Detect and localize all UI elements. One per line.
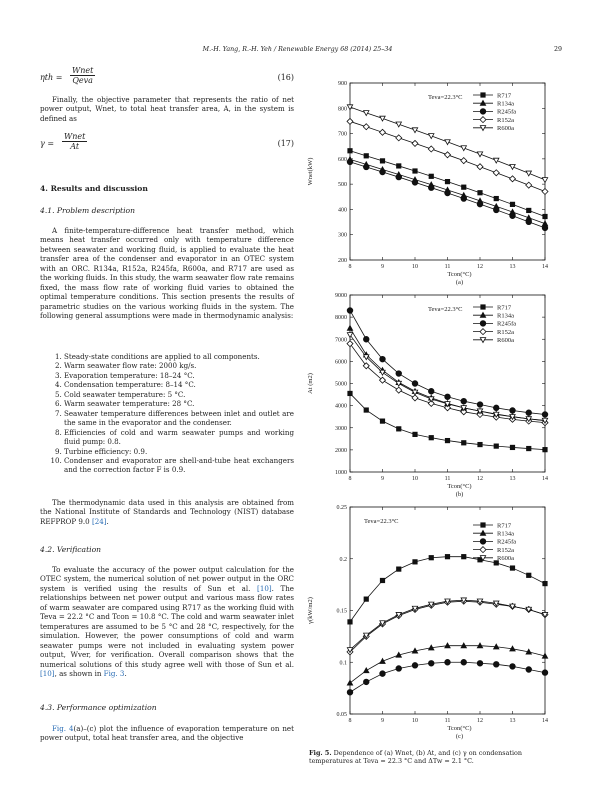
legend-marker-r717 xyxy=(481,523,485,527)
data-point-r717 xyxy=(413,432,417,436)
y-tick-label: 7000 xyxy=(335,337,347,344)
data-point-r245fa xyxy=(412,381,418,387)
assumption-item: 6. Warm seawater temperature: 28 °C. xyxy=(64,399,294,408)
y-tick-label: 600 xyxy=(338,156,347,163)
data-point-r152a xyxy=(526,182,532,188)
data-point-r600a xyxy=(526,171,531,176)
x-tick-label: 13 xyxy=(509,476,516,482)
eq16-lhs: ηth = xyxy=(40,73,63,82)
legend-label: R152a xyxy=(497,546,514,554)
eq17-number: (17) xyxy=(277,139,294,148)
legend-label: R245fa xyxy=(497,108,517,116)
data-point-r717 xyxy=(478,191,482,195)
y-tick-label: 2000 xyxy=(335,447,347,454)
legend-marker-r717 xyxy=(481,93,485,97)
data-point-r717 xyxy=(364,408,368,412)
running-header-text: M.-H. Yang, R.-H. Yeh / Renewable Energy 68 (2014) 25–34 xyxy=(202,46,393,53)
paragraph-data-source xyxy=(40,498,294,526)
panel-label: (a) xyxy=(455,279,464,286)
y-tick-label: 800 xyxy=(338,106,347,113)
data-point-r245fa xyxy=(347,159,353,165)
data-point-r717 xyxy=(429,174,433,178)
data-point-r717 xyxy=(413,169,417,173)
data-point-r245fa xyxy=(445,659,451,665)
data-source-text xyxy=(40,498,294,526)
data-point-r134a xyxy=(347,325,352,330)
data-point-r134a xyxy=(380,659,385,664)
y-tick-label: 0.05 xyxy=(336,712,347,718)
subsection-heading-4-2: 4.2. Verification xyxy=(40,545,102,554)
data-point-r152a xyxy=(510,176,516,182)
y-tick-label: 5000 xyxy=(335,381,347,388)
paragraph-verification xyxy=(40,565,294,678)
data-point-r600a xyxy=(380,116,385,121)
eq17-fraction xyxy=(62,132,87,151)
x-tick-label: 11 xyxy=(444,264,451,270)
y-tick-label: 900 xyxy=(338,81,347,87)
y-tick-label: 0.15 xyxy=(336,608,347,615)
data-point-r717 xyxy=(429,556,433,560)
data-point-r600a xyxy=(412,128,417,133)
legend-marker-r245fa xyxy=(480,321,486,327)
x-tick-label: 14 xyxy=(542,264,548,270)
data-point-r245fa xyxy=(412,663,418,669)
data-point-r717 xyxy=(462,185,466,189)
ref-10-link-1[interactable]: [10] xyxy=(257,583,272,593)
eq17-denominator: At xyxy=(70,142,80,151)
y-tick-label: 0.2 xyxy=(339,556,347,563)
data-point-r245fa xyxy=(477,660,483,666)
y-axis-label: γ(kW/m2) xyxy=(307,597,314,624)
data-point-r134a xyxy=(347,680,352,685)
performance-text xyxy=(40,724,294,743)
data-point-r717 xyxy=(413,560,417,564)
x-tick-label: 10 xyxy=(412,718,418,724)
x-tick-label: 14 xyxy=(542,718,548,724)
legend-label: R717 xyxy=(497,92,512,100)
data-point-r245fa xyxy=(428,185,434,191)
data-point-r717 xyxy=(397,427,401,431)
data-point-r717 xyxy=(348,620,352,624)
verification-a: To evaluate the accuracy of the power output calculation for the OTEC system, the numerical solution of net power output in the ORC system is verified using the results of Sun et al. xyxy=(40,565,294,593)
data-point-r245fa xyxy=(510,213,516,219)
eq17-lhs: γ = xyxy=(40,139,55,148)
x-tick-label: 13 xyxy=(509,718,516,724)
data-point-r152a xyxy=(477,164,483,170)
x-tick-label: 14 xyxy=(542,476,548,482)
data-point-r600a xyxy=(494,158,499,163)
y-tick-label: 200 xyxy=(338,258,347,264)
chart-a xyxy=(300,73,560,288)
assumption-item: 4. Condensation temperature: 8–14 °C. xyxy=(64,380,294,389)
subsection-heading-4-1: 4.1. Problem description xyxy=(40,206,135,215)
data-point-r245fa xyxy=(542,670,548,676)
data-source-end: . xyxy=(106,516,109,526)
data-point-r245fa xyxy=(412,180,418,186)
legend-marker-r717 xyxy=(481,305,485,309)
data-point-r600a xyxy=(510,164,515,169)
series-line-r245fa xyxy=(350,662,545,692)
assumption-item: 5. Cold seawater temperature: 5 °C. xyxy=(64,390,294,399)
data-point-r717 xyxy=(527,573,531,577)
data-point-r245fa xyxy=(363,336,369,342)
data-point-r717 xyxy=(380,578,384,582)
eq16-denominator: Qeva xyxy=(72,76,93,85)
legend-marker-r152a xyxy=(480,117,486,123)
x-tick-label: 8 xyxy=(348,264,352,270)
data-point-r717 xyxy=(429,436,433,440)
running-header xyxy=(0,46,595,53)
data-point-r600a xyxy=(477,152,482,157)
x-tick-label: 13 xyxy=(509,264,516,270)
data-point-r245fa xyxy=(461,398,467,404)
data-point-r600a xyxy=(461,146,466,151)
y-tick-label: 4000 xyxy=(335,403,347,410)
x-tick-label: 9 xyxy=(381,718,384,724)
verification-text xyxy=(40,565,294,678)
data-point-r245fa xyxy=(380,671,386,677)
x-tick-label: 8 xyxy=(348,718,352,724)
y-tick-label: 1000 xyxy=(335,470,347,476)
legend-label: R134a xyxy=(497,530,514,538)
data-point-r245fa xyxy=(396,666,402,672)
equation-16 xyxy=(40,66,294,88)
y-tick-label: 400 xyxy=(338,207,347,214)
data-point-r245fa xyxy=(461,659,467,665)
objective-text: Finally, the objective parameter that represents the ratio of net power output, Wnet, to total heat transfer area, A, in the system is defined as xyxy=(40,95,294,123)
legend-label: R717 xyxy=(497,304,512,312)
data-point-r717 xyxy=(445,554,449,558)
data-point-r245fa xyxy=(363,164,369,170)
chart-annotation: Teva=22.3°C xyxy=(428,94,463,101)
data-point-r245fa xyxy=(477,201,483,207)
data-point-r152a xyxy=(380,129,386,135)
data-point-r245fa xyxy=(428,388,434,394)
data-point-r152a xyxy=(461,158,467,164)
data-point-r245fa xyxy=(493,207,499,213)
paragraph-problem-description xyxy=(40,226,294,321)
data-point-r717 xyxy=(364,154,368,158)
legend-label: R600a xyxy=(497,337,514,345)
x-axis-label: Tcon(°C) xyxy=(447,483,472,490)
data-point-r717 xyxy=(445,438,449,442)
y-tick-label: 8000 xyxy=(335,315,347,322)
subsection-heading-4-3: 4.3. Performance optimization xyxy=(40,703,157,712)
data-point-r717 xyxy=(397,164,401,168)
data-point-r152a xyxy=(396,387,402,393)
data-point-r717 xyxy=(364,597,368,601)
x-tick-label: 9 xyxy=(381,264,384,270)
data-point-r245fa xyxy=(445,394,451,400)
x-axis-label: Tcon(°C) xyxy=(447,725,472,732)
y-tick-label: 9000 xyxy=(335,293,347,299)
eq16-number: (16) xyxy=(277,73,294,82)
paragraph-objective xyxy=(40,95,294,123)
data-point-r245fa xyxy=(510,664,516,670)
eq16-numerator: Wnet xyxy=(72,66,94,75)
data-point-r600a xyxy=(429,134,434,139)
verification-d: . xyxy=(124,668,127,678)
data-point-r245fa xyxy=(428,660,434,666)
data-point-r717 xyxy=(543,581,547,585)
problem-description-text: A finite-temperature-difference heat transfer method, which means heat transfer occurred only with temperature difference between seawater and working fluid, is applied to evaluate the heat transfer area of the condenser and evaporator in an OTEC system with an ORC. R134a, R152a, R245fa, R600a, and R717 are used as the working fluids. In this study, the warm seawater flow rate remains fixed, the mass flow rate of working fluid varies to obtained the optimal temperature conditions. This section presents the results of parametric studies on the various working fluids in the system. The following general assumptions were made in thermodynamic analysis: xyxy=(40,226,294,321)
data-point-r600a xyxy=(542,178,547,183)
assumption-item: 8. Efficiencies of cold and warm seawater pumps and working fluid pump: 0.8. xyxy=(64,428,294,447)
assumption-item: 10. Condenser and evaporator are shell-and-tube heat exchangers and the correction factor F is 0.9. xyxy=(64,456,294,475)
data-point-r717 xyxy=(527,208,531,212)
x-tick-label: 11 xyxy=(444,718,451,724)
data-point-r717 xyxy=(510,202,514,206)
data-point-r717 xyxy=(543,214,547,218)
legend-label: R717 xyxy=(497,522,512,530)
data-point-r717 xyxy=(543,447,547,451)
equation-17 xyxy=(40,132,294,154)
data-point-r600a xyxy=(445,140,450,145)
legend-label: R152a xyxy=(497,328,514,336)
data-source-body: The thermodynamic data used in this analysis are obtained from the National Institute of Standards and Technology (NIST) database REFPROP 9.0 xyxy=(40,498,294,526)
fig-3-link[interactable]: Fig. 3 xyxy=(103,668,125,678)
data-point-r245fa xyxy=(510,408,516,414)
ref-24-link[interactable]: [24] xyxy=(91,516,107,526)
data-point-r152a xyxy=(347,341,353,347)
legend-label: R152a xyxy=(497,116,514,124)
data-point-r717 xyxy=(494,444,498,448)
eq17-numerator: Wnet xyxy=(64,132,86,141)
data-point-r600a xyxy=(347,105,352,110)
verification-b: . The relationships between net power output and various mass flow rates of warm seawater are compared using R717 as the working fluid with Teva = 22.2 °C and Tcon = 10.8 °C. The cold and warm seawater inlet temperatures are assumed to be 5 °C and 28 °C, respectively, for the simulation. However, the power consumptions of cold and warm seawater pumps were not included in evaluating system power output, Wver, for verification. Overall comparison shows that the numerical solutions of this study agree well with those of Sun et al. xyxy=(40,583,294,669)
data-point-r717 xyxy=(527,446,531,450)
data-point-r717 xyxy=(445,179,449,183)
data-point-r152a xyxy=(396,135,402,141)
y-tick-label: 700 xyxy=(338,131,347,138)
y-tick-label: 0.25 xyxy=(336,505,347,511)
assumption-item: 7. Seawater temperature differences between inlet and outlet are the same in the evaporator and the condenser. xyxy=(64,409,294,428)
data-point-r152a xyxy=(428,146,434,152)
verification-c: , as shown in xyxy=(54,668,104,678)
x-tick-label: 9 xyxy=(381,476,384,482)
data-point-r152a xyxy=(347,118,353,124)
data-point-r245fa xyxy=(380,169,386,175)
panel-label: (c) xyxy=(455,733,464,740)
x-tick-label: 12 xyxy=(477,264,483,270)
chart-annotation: Teva=22.3°C xyxy=(364,518,399,525)
y-axis-label: At (m2) xyxy=(307,373,314,394)
chart-annotation: Teva=22.3°C xyxy=(428,306,463,313)
y-tick-label: 500 xyxy=(338,182,347,189)
data-point-r717 xyxy=(478,442,482,446)
data-point-r152a xyxy=(412,140,418,146)
data-point-r717 xyxy=(380,159,384,163)
legend-marker-r245fa xyxy=(480,109,486,115)
data-point-r245fa xyxy=(445,190,451,196)
data-point-r245fa xyxy=(347,689,353,695)
data-point-r134a xyxy=(364,668,369,673)
data-point-r717 xyxy=(380,419,384,423)
ref-10-link-2[interactable]: [10] xyxy=(40,668,55,678)
assumption-item: 1. Steady-state conditions are applied to all components. xyxy=(64,352,294,361)
data-point-r245fa xyxy=(526,667,532,673)
legend-label: R134a xyxy=(497,312,514,320)
legend-label: R245fa xyxy=(497,538,517,546)
page-number: 29 xyxy=(553,46,562,53)
section-heading-4: 4. Results and discussion xyxy=(40,184,148,193)
data-point-r245fa xyxy=(347,308,353,314)
y-tick-label: 3000 xyxy=(335,425,347,432)
assumption-item: 3. Evaporation temperature: 18–24 °C. xyxy=(64,371,294,380)
data-point-r717 xyxy=(462,554,466,558)
x-tick-label: 11 xyxy=(444,476,451,482)
data-point-r717 xyxy=(494,196,498,200)
legend-label: R600a xyxy=(497,555,514,563)
x-tick-label: 10 xyxy=(412,264,418,270)
figure-caption xyxy=(309,749,563,765)
data-point-r245fa xyxy=(526,410,532,416)
data-point-r245fa xyxy=(493,662,499,668)
data-point-r152a xyxy=(542,188,548,194)
eq16-fraction xyxy=(70,66,95,85)
y-tick-label: 300 xyxy=(338,232,347,239)
y-tick-label: 0.1 xyxy=(339,660,347,667)
data-point-r245fa xyxy=(526,219,532,225)
legend-label: R134a xyxy=(497,100,514,108)
x-axis-label: Tcon(°C) xyxy=(447,271,472,278)
assumption-item: 9. Turbine efficiency: 0.9. xyxy=(64,447,294,456)
data-point-r152a xyxy=(445,152,451,158)
data-point-r245fa xyxy=(477,402,483,408)
x-tick-label: 12 xyxy=(477,476,483,482)
data-point-r152a xyxy=(493,170,499,176)
data-point-r245fa xyxy=(380,356,386,362)
assumption-item: 2. Warm seawater flow rate: 2000 kg/s. xyxy=(64,361,294,370)
y-axis-label: Wnet(kW) xyxy=(307,157,314,186)
x-tick-label: 12 xyxy=(477,718,483,724)
assumptions-list xyxy=(40,352,294,475)
series-line-r717 xyxy=(350,557,545,622)
legend-marker-r152a xyxy=(480,547,486,553)
x-tick-label: 10 xyxy=(412,476,418,482)
data-point-r717 xyxy=(348,391,352,395)
data-point-r245fa xyxy=(461,196,467,202)
data-point-r245fa xyxy=(542,225,548,231)
x-tick-label: 8 xyxy=(348,476,352,482)
caption-label: Fig. 5. xyxy=(309,749,332,757)
chart-b xyxy=(300,285,560,500)
data-point-r717 xyxy=(397,567,401,571)
legend-label: R600a xyxy=(497,125,514,133)
caption-text: Dependence of (a) Wnet, (b) At, and (c) γ on condensation temperatures at Teva = 22.3 °C and ΔTw = 2.1 °C. xyxy=(309,749,522,765)
data-point-r717 xyxy=(462,441,466,445)
data-point-r717 xyxy=(510,566,514,570)
data-point-r245fa xyxy=(542,412,548,418)
assumptions-ordered-list xyxy=(40,352,294,475)
data-point-r152a xyxy=(363,124,369,130)
data-point-r245fa xyxy=(493,405,499,411)
chart-c xyxy=(300,497,560,742)
panel-label: (b) xyxy=(455,491,464,498)
legend-label: R245fa xyxy=(497,320,517,328)
data-point-r245fa xyxy=(396,174,402,180)
legend-marker-r245fa xyxy=(480,539,486,545)
data-point-r600a xyxy=(396,122,401,127)
data-point-r245fa xyxy=(396,371,402,377)
paragraph-performance xyxy=(40,724,294,743)
data-point-r717 xyxy=(348,149,352,153)
data-point-r717 xyxy=(510,445,514,449)
fig-4-link[interactable]: Fig. 4 xyxy=(52,724,74,733)
y-tick-label: 6000 xyxy=(335,359,347,366)
data-point-r245fa xyxy=(363,679,369,685)
performance-body: (a)–(c) plot the influence of evaporation temperature on net power output, total heat transfer area, and the objective xyxy=(40,724,294,743)
legend-marker-r152a xyxy=(480,329,486,335)
